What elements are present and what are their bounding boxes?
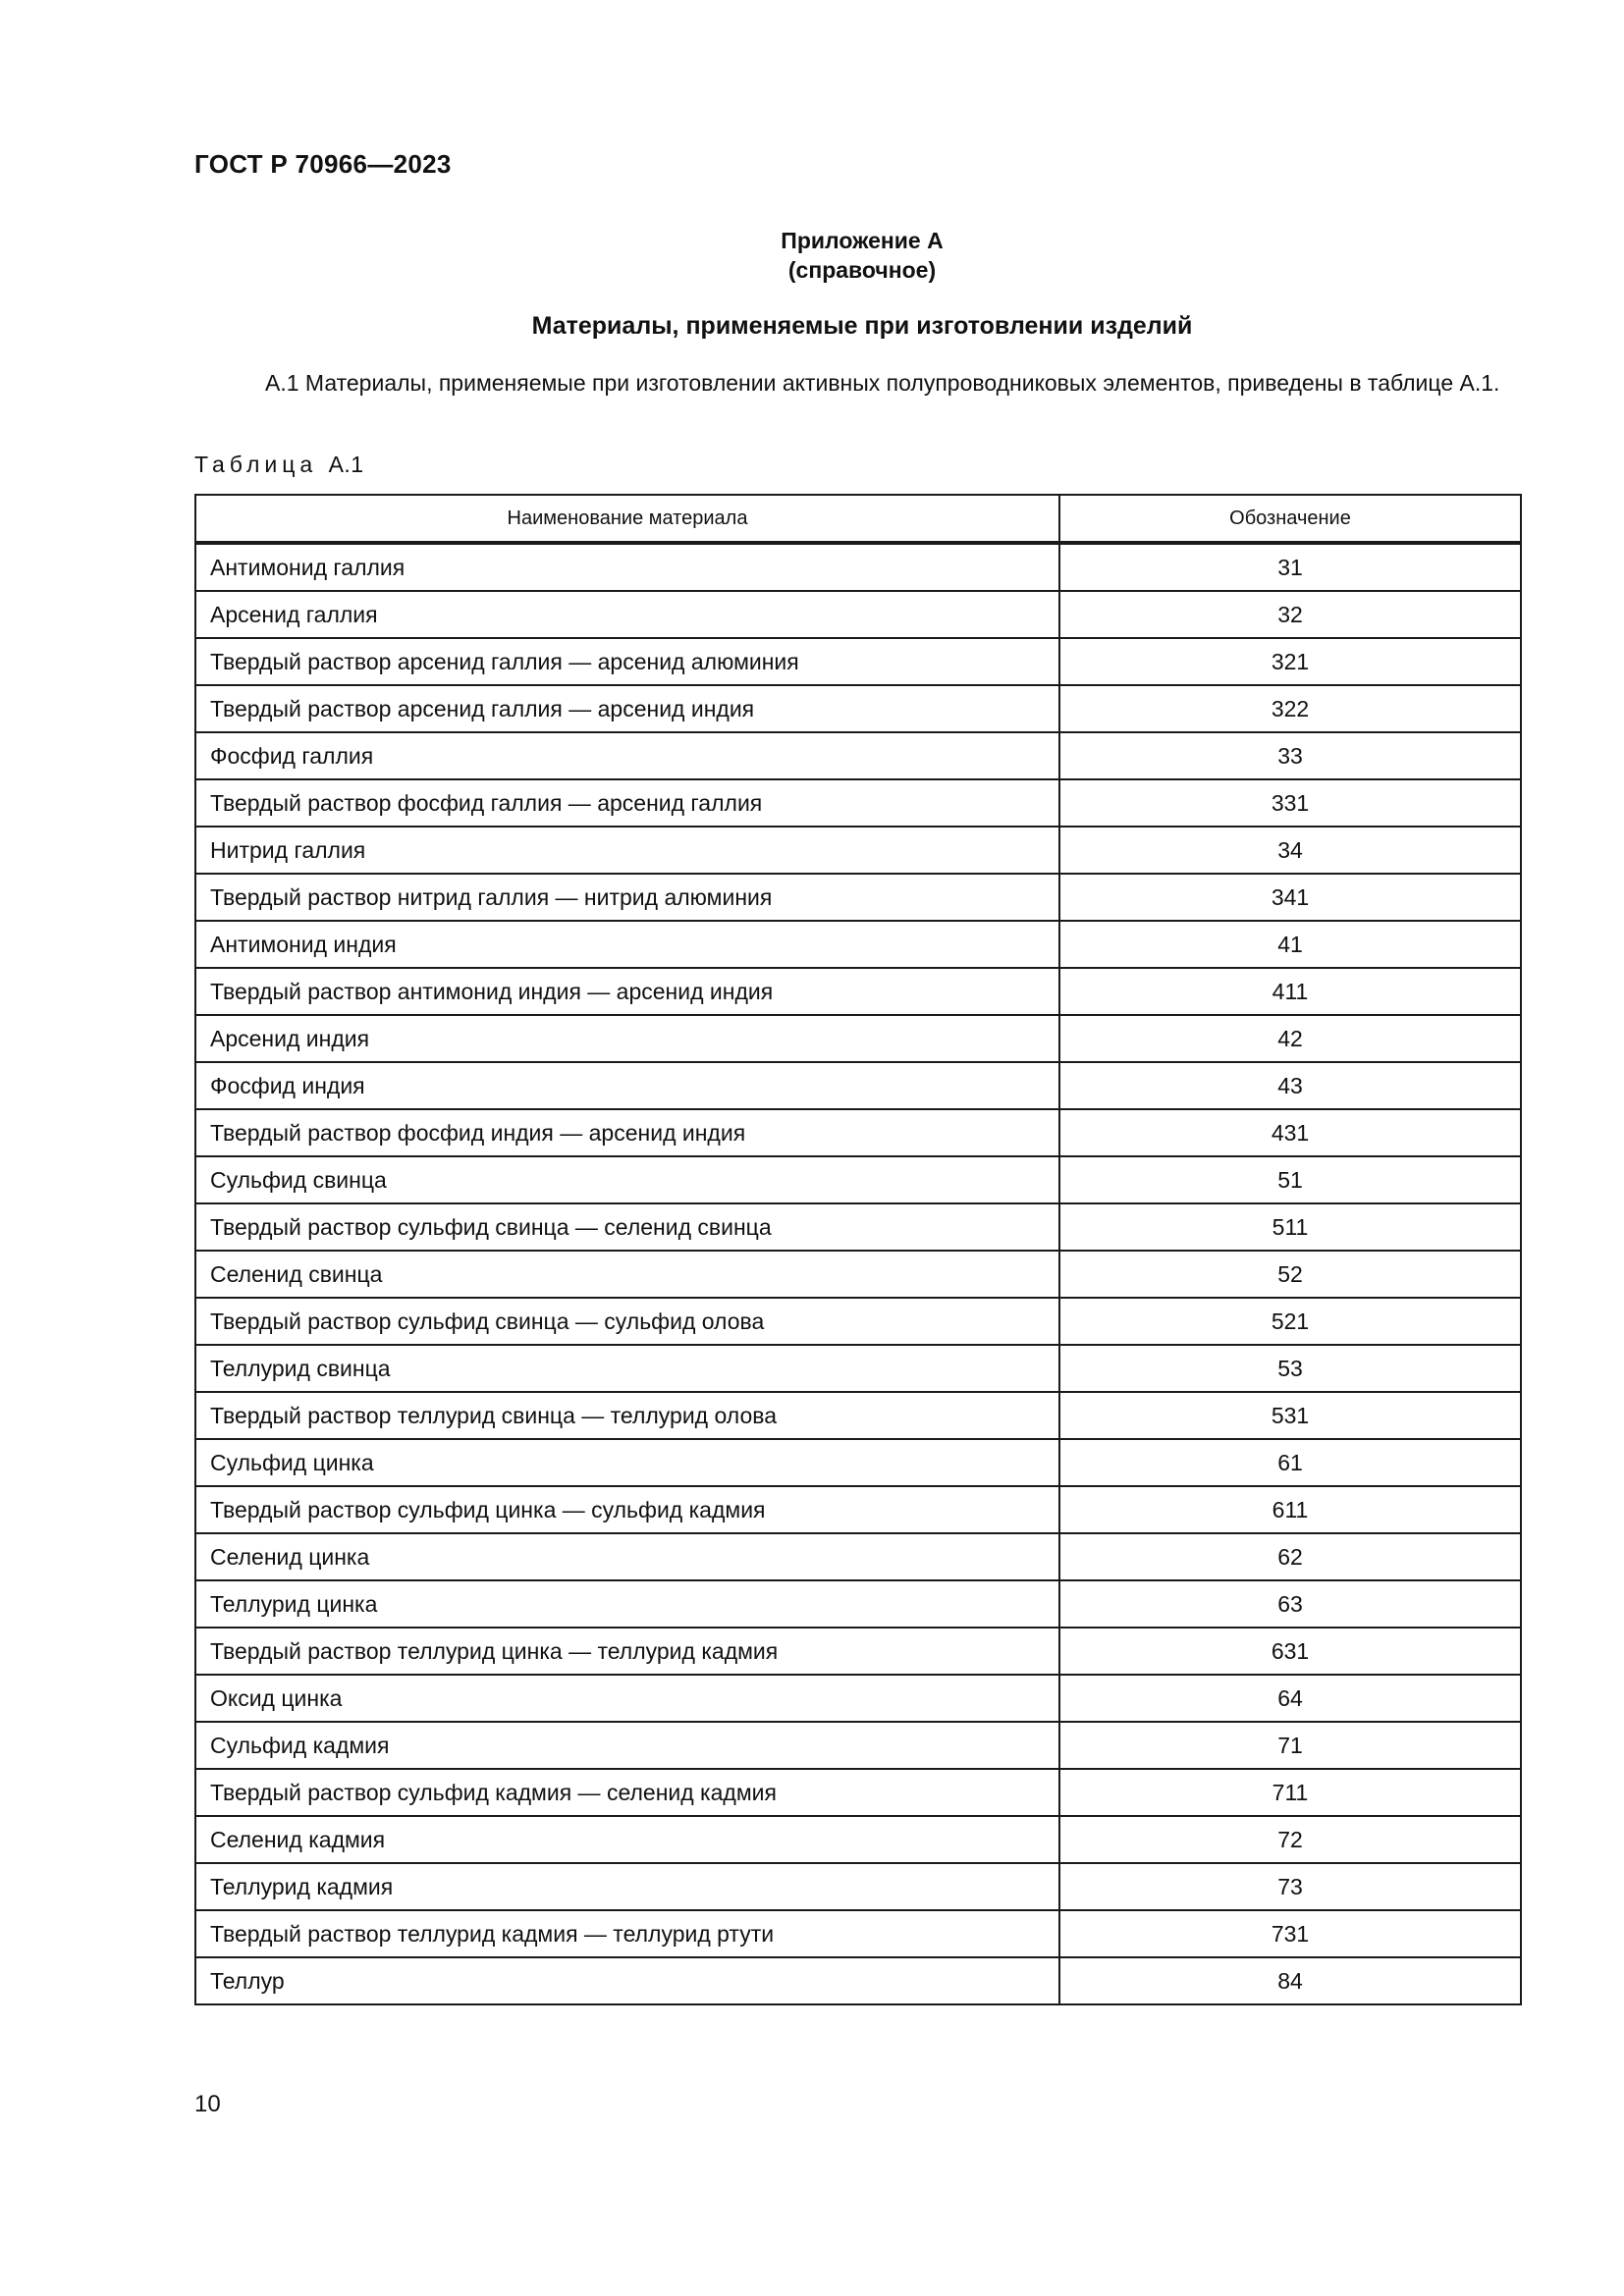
table-row <box>195 779 1521 827</box>
material-name-cell: Антимонид индия <box>195 921 1059 968</box>
material-name-cell: Твердый раствор антимонид индия — арсенид индия <box>195 968 1059 1015</box>
table-row <box>195 827 1521 874</box>
material-name-cell: Арсенид индия <box>195 1015 1059 1062</box>
column-header-material-name: Наименование материала <box>195 495 1059 543</box>
material-name-cell: Твердый раствор арсенид галлия — арсенид индия <box>195 685 1059 732</box>
material-name-cell: Оксид цинка <box>195 1675 1059 1722</box>
material-name-cell: Твердый раствор сульфид цинка — сульфид кадмия <box>195 1486 1059 1533</box>
designation-cell: 331 <box>1059 779 1521 827</box>
material-name-cell: Селенид цинка <box>195 1533 1059 1580</box>
material-name-cell: Сульфид цинка <box>195 1439 1059 1486</box>
designation-cell: 72 <box>1059 1816 1521 1863</box>
table-row <box>195 685 1521 732</box>
table-row <box>195 1062 1521 1109</box>
designation-cell: 431 <box>1059 1109 1521 1156</box>
table-row <box>195 1486 1521 1533</box>
appendix-title: Приложение А <box>781 228 944 253</box>
designation-cell: 411 <box>1059 968 1521 1015</box>
designation-cell: 42 <box>1059 1015 1521 1062</box>
section-title: Материалы, применяемые при изготовлении изделий <box>531 312 1193 340</box>
material-name-cell: Фосфид галлия <box>195 732 1059 779</box>
table-row <box>195 1439 1521 1486</box>
table-row <box>195 1628 1521 1675</box>
material-name-cell: Твердый раствор фосфид галлия — арсенид галлия <box>195 779 1059 827</box>
material-name-cell: Твердый раствор теллурид кадмия — теллурид ртути <box>195 1910 1059 1957</box>
designation-cell: 32 <box>1059 591 1521 638</box>
material-name-cell: Сульфид свинца <box>195 1156 1059 1203</box>
designation-cell: 341 <box>1059 874 1521 921</box>
table-row <box>195 1580 1521 1628</box>
table-row <box>195 1015 1521 1062</box>
designation-cell: 511 <box>1059 1203 1521 1251</box>
material-name-cell: Фосфид индия <box>195 1062 1059 1109</box>
material-name-cell: Твердый раствор сульфид свинца — сульфид олова <box>195 1298 1059 1345</box>
material-name-cell: Твердый раствор нитрид галлия — нитрид алюминия <box>195 874 1059 921</box>
designation-cell: 34 <box>1059 827 1521 874</box>
material-name-cell: Антимонид галлия <box>195 543 1059 591</box>
table-row <box>195 1156 1521 1203</box>
designation-cell: 631 <box>1059 1628 1521 1675</box>
table-row <box>195 1675 1521 1722</box>
table-row <box>195 591 1521 638</box>
designation-cell: 61 <box>1059 1439 1521 1486</box>
table-row <box>195 1816 1521 1863</box>
page-number: 10 <box>194 2091 221 2117</box>
material-name-cell: Сульфид кадмия <box>195 1722 1059 1769</box>
designation-cell: 33 <box>1059 732 1521 779</box>
designation-cell: 73 <box>1059 1863 1521 1910</box>
table-row <box>195 968 1521 1015</box>
designation-cell: 84 <box>1059 1957 1521 2004</box>
table-row <box>195 1392 1521 1439</box>
designation-cell: 322 <box>1059 685 1521 732</box>
designation-cell: 51 <box>1059 1156 1521 1203</box>
appendix-subtitle: (справочное) <box>787 257 937 283</box>
designation-cell: 31 <box>1059 543 1521 591</box>
material-name-cell: Теллурид цинка <box>195 1580 1059 1628</box>
table-row <box>195 543 1521 591</box>
material-name-cell: Нитрид галлия <box>195 827 1059 874</box>
designation-cell: 321 <box>1059 638 1521 685</box>
designation-cell: 52 <box>1059 1251 1521 1298</box>
table-row <box>195 1957 1521 2004</box>
designation-cell: 41 <box>1059 921 1521 968</box>
table-caption <box>194 452 364 478</box>
table-row <box>195 1769 1521 1816</box>
table-row <box>195 732 1521 779</box>
material-name-cell: Твердый раствор фосфид индия — арсенид индия <box>195 1109 1059 1156</box>
designation-cell: 731 <box>1059 1910 1521 1957</box>
table-row <box>195 921 1521 968</box>
material-name-cell: Твердый раствор теллурид свинца — теллурид олова <box>195 1392 1059 1439</box>
table-caption-number: А.1 <box>328 452 364 477</box>
table-row <box>195 1109 1521 1156</box>
table-caption-word: Таблица <box>194 452 318 477</box>
designation-cell: 63 <box>1059 1580 1521 1628</box>
material-name-cell: Твердый раствор сульфид свинца — селенид свинца <box>195 1203 1059 1251</box>
material-name-cell: Арсенид галлия <box>195 591 1059 638</box>
table-row <box>195 1345 1521 1392</box>
table-row <box>195 1251 1521 1298</box>
material-name-cell: Теллурид свинца <box>195 1345 1059 1392</box>
materials-table <box>194 494 1522 2005</box>
table-row <box>195 1910 1521 1957</box>
intro-paragraph: А.1 Материалы, применяемые при изготовлении активных полупроводниковых элементов, приведены в таблице А.1. <box>265 370 1500 396</box>
designation-cell: 64 <box>1059 1675 1521 1722</box>
material-name-cell: Селенид свинца <box>195 1251 1059 1298</box>
material-name-cell: Селенид кадмия <box>195 1816 1059 1863</box>
table-header-row <box>195 495 1521 543</box>
designation-cell: 71 <box>1059 1722 1521 1769</box>
designation-cell: 53 <box>1059 1345 1521 1392</box>
table-row <box>195 638 1521 685</box>
designation-cell: 611 <box>1059 1486 1521 1533</box>
table-row <box>195 1533 1521 1580</box>
material-name-cell: Твердый раствор теллурид цинка — теллурид кадмия <box>195 1628 1059 1675</box>
table-row <box>195 874 1521 921</box>
designation-cell: 521 <box>1059 1298 1521 1345</box>
table-body <box>195 543 1521 2004</box>
table-row <box>195 1722 1521 1769</box>
table-row <box>195 1203 1521 1251</box>
designation-cell: 531 <box>1059 1392 1521 1439</box>
designation-cell: 711 <box>1059 1769 1521 1816</box>
designation-cell: 62 <box>1059 1533 1521 1580</box>
table-row <box>195 1863 1521 1910</box>
document-code: ГОСТ Р 70966—2023 <box>194 149 452 179</box>
table-row <box>195 1298 1521 1345</box>
material-name-cell: Твердый раствор сульфид кадмия — селенид кадмия <box>195 1769 1059 1816</box>
material-name-cell: Твердый раствор арсенид галлия — арсенид алюминия <box>195 638 1059 685</box>
material-name-cell: Теллурид кадмия <box>195 1863 1059 1910</box>
material-name-cell: Теллур <box>195 1957 1059 2004</box>
column-header-designation: Обозначение <box>1059 495 1521 543</box>
designation-cell: 43 <box>1059 1062 1521 1109</box>
